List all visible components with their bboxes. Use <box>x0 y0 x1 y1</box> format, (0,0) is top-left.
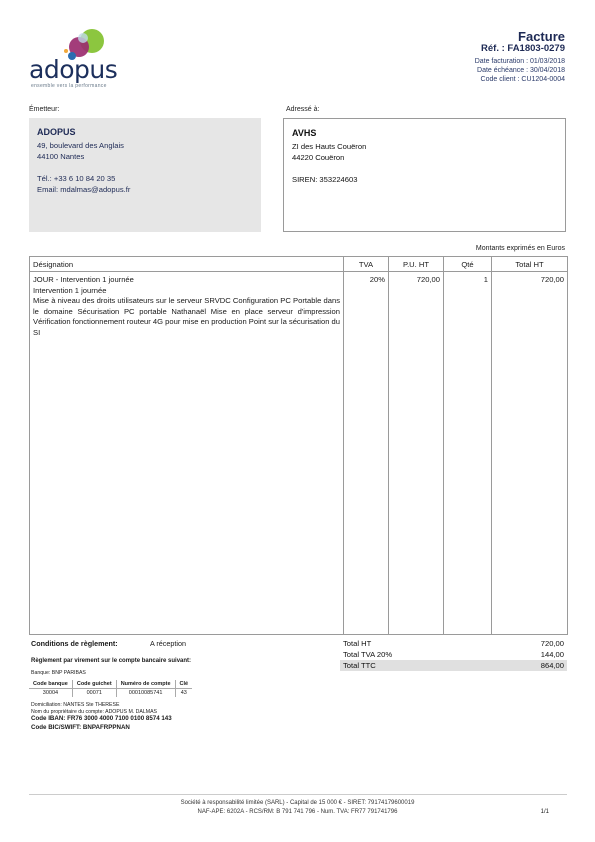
bank-code-banque: 30004 <box>42 690 59 696</box>
row-designation <box>30 272 344 635</box>
bank-col-banque: Code banque <box>29 680 72 689</box>
footer-line2: NAF-APE: 6202A - RCS/RM: B 791 741 796 - Num. TVA: FR77 791741796 <box>197 809 398 815</box>
row-subtitle: Intervention 1 journée <box>33 285 107 295</box>
invoice-reference: Réf. : FA1803-0279 <box>481 43 565 54</box>
emetteur-address1: 49, boulevard des Anglais <box>37 141 124 150</box>
row-title: JOUR - Intervention 1 journée <box>33 275 134 284</box>
conditions-label: Conditions de règlement: <box>31 639 118 648</box>
col-tva: TVA <box>344 257 389 272</box>
total-tva-value: 144,00 <box>540 650 564 659</box>
conditions-value: A réception <box>150 639 186 648</box>
bank-heading: Règlement par virement sur le compte bancaire suivant: <box>31 658 192 664</box>
total-ttc-value: 864,00 <box>540 661 564 670</box>
logo-tagline: ensemble vers la performance <box>31 83 107 89</box>
col-pu: P.U. HT <box>389 257 444 272</box>
emetteur-label: Émetteur: <box>29 106 60 113</box>
emetteur-box <box>29 118 261 232</box>
emetteur-email: Email: mdalmas@adopus.fr <box>37 185 131 194</box>
row-pu: 720,00 <box>389 272 444 635</box>
destinataire-box <box>283 118 566 232</box>
page-number: 1/1 <box>540 809 549 815</box>
bank-header-row <box>29 680 192 689</box>
destinataire-label: Adressé à: <box>286 106 320 113</box>
currency-note: Montants exprimés en Euros <box>475 245 565 252</box>
date-echeance: Date échéance : 30/04/2018 <box>477 67 565 74</box>
bank-name: Banque: BNP PARIBAS <box>31 670 86 676</box>
bank-code-guichet: 00071 <box>72 689 116 698</box>
emetteur-address2: 44100 Nantes <box>37 152 85 161</box>
total-ht-value: 720,00 <box>540 639 564 648</box>
bank-value-row <box>29 689 192 698</box>
bank-owner: Nom du propriétaire du compte: ADOPUS M. DALMAS <box>31 709 157 715</box>
bank-domiciliation: Domiciliation: NANTES Ste THERESE <box>31 702 120 708</box>
row-description: Mise à niveau des droits utilisateurs sur le serveur SRVDC Configuration PC Portable dans le domaine Sécurisation PC portable Nathanaël Mise en place serveur d'impression Vérification fonctionnement routeur 4G pour mise en production Point sur la sécurisation du SI <box>33 296 340 337</box>
destinataire-siren: SIREN: 353224603 <box>292 175 358 184</box>
logo <box>29 28 129 90</box>
table-header-row <box>30 257 568 272</box>
col-designation: Désignation <box>30 257 344 272</box>
bank-col-cle: Clé <box>175 680 192 689</box>
destinataire-address2: 44220 Couëron <box>292 153 345 162</box>
items-table <box>29 256 568 635</box>
row-total: 720,00 <box>492 272 568 635</box>
row-qty: 1 <box>444 272 492 635</box>
date-facturation: Date facturation : 01/03/2018 <box>474 58 565 65</box>
total-ht-row <box>340 638 567 649</box>
emetteur-tel: Tél.: +33 6 10 84 20 35 <box>37 174 116 183</box>
bank-table <box>29 680 192 697</box>
total-ttc-label: Total TTC <box>343 661 376 670</box>
total-ttc-row <box>340 660 567 671</box>
bank-bic: Code BIC/SWIFT: BNPAFRPPNAN <box>31 724 130 731</box>
emetteur-name: ADOPUS <box>37 127 76 137</box>
logo-text: adopus <box>29 55 118 84</box>
document-title: Facture <box>518 29 565 44</box>
total-tva-row <box>340 649 567 660</box>
bank-iban: Code IBAN: FR76 3000 4000 7100 0100 8574 143 <box>31 715 172 722</box>
totals-block <box>340 638 567 671</box>
col-qty: Qté <box>444 257 492 272</box>
table-row <box>30 272 568 635</box>
total-tva-label: Total TVA 20% <box>343 650 393 659</box>
code-client: Code client : CU1204-0004 <box>480 76 565 83</box>
footer-line1: Société à responsabilité limitée (SARL) - Capital de 15 000 € - SIRET: 79174179600019 <box>180 800 415 806</box>
bank-col-guichet: Code guichet <box>72 680 116 689</box>
destinataire-address1: ZI des Hauts Couëron <box>292 142 367 151</box>
bank-col-compte: Numéro de compte <box>116 680 175 689</box>
col-total: Total HT <box>492 257 568 272</box>
total-ht-label: Total HT <box>343 639 372 648</box>
footer-divider <box>29 794 567 795</box>
row-tva: 20% <box>344 272 389 635</box>
bank-cle: 43 <box>175 689 192 698</box>
bank-numero-compte: 00010085741 <box>116 689 175 698</box>
destinataire-name: AVHS <box>292 128 317 138</box>
